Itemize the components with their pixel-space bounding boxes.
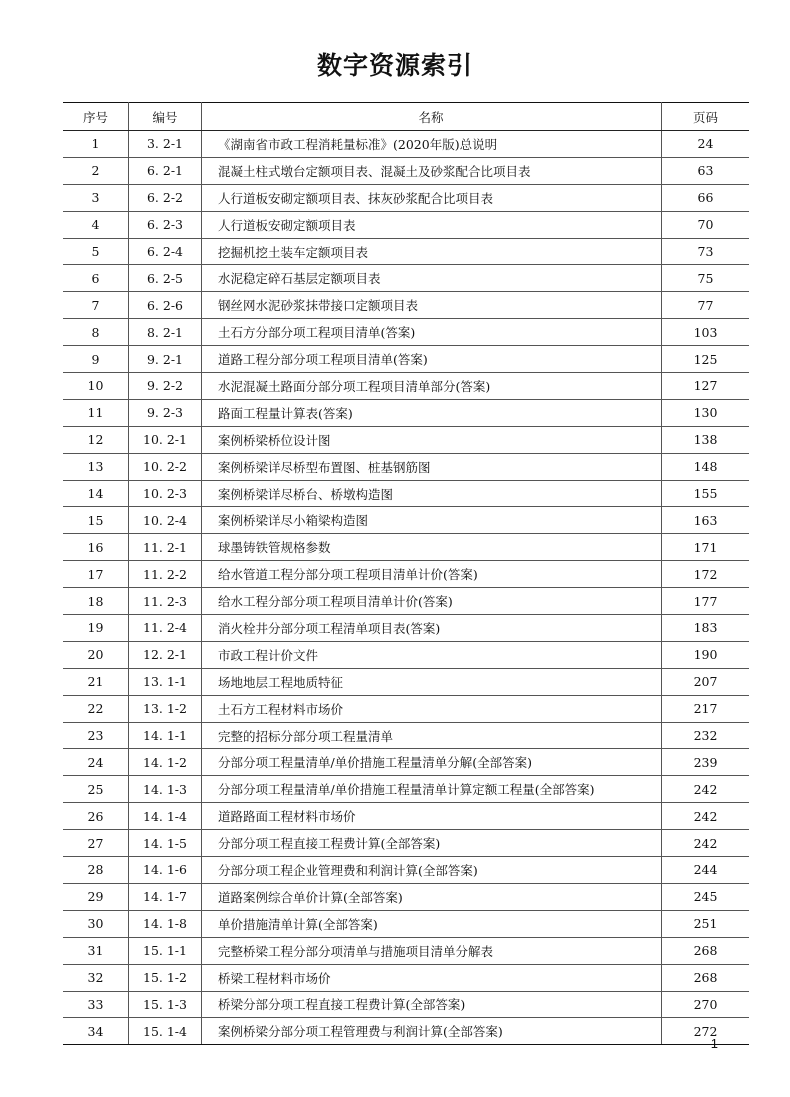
cell-seq: 19 (63, 615, 129, 642)
cell-seq: 11 (63, 399, 129, 426)
cell-code: 6. 2-4 (129, 238, 202, 265)
cell-code: 15. 1-1 (129, 937, 202, 964)
cell-seq: 12 (63, 426, 129, 453)
resource-index-table (63, 102, 749, 1045)
table-row (63, 480, 749, 507)
table-row (63, 238, 749, 265)
cell-page: 232 (662, 722, 750, 749)
cell-seq: 3 (63, 184, 129, 211)
table-row (63, 399, 749, 426)
cell-code: 11. 2-3 (129, 588, 202, 615)
cell-code: 6. 2-3 (129, 211, 202, 238)
cell-name: 球墨铸铁管规格参数 (202, 534, 662, 561)
cell-page: 125 (662, 346, 750, 373)
cell-seq: 4 (63, 211, 129, 238)
cell-seq: 13 (63, 453, 129, 480)
cell-code: 6. 2-5 (129, 265, 202, 292)
cell-page: 242 (662, 803, 750, 830)
cell-page: 242 (662, 830, 750, 857)
table-row (63, 265, 749, 292)
cell-page: 172 (662, 561, 750, 588)
cell-code: 12. 2-1 (129, 641, 202, 668)
header-name: 名称 (202, 103, 662, 131)
table-row (63, 991, 749, 1018)
cell-name: 案例桥梁桥位设计图 (202, 426, 662, 453)
page-number: 1 (710, 1036, 718, 1051)
table-row (63, 211, 749, 238)
table-row (63, 507, 749, 534)
cell-page: 66 (662, 184, 750, 211)
cell-seq: 5 (63, 238, 129, 265)
table-row (63, 453, 749, 480)
cell-name: 分部分项工程直接工程费计算(全部答案) (202, 830, 662, 857)
cell-name: 水泥稳定碎石基层定额项目表 (202, 265, 662, 292)
cell-name: 道路工程分部分项工程项目清单(答案) (202, 346, 662, 373)
table-row (63, 883, 749, 910)
table-row (63, 534, 749, 561)
cell-page: 251 (662, 910, 750, 937)
cell-seq: 24 (63, 749, 129, 776)
header-page: 页码 (662, 103, 750, 131)
table-row (63, 857, 749, 884)
cell-code: 14. 1-1 (129, 722, 202, 749)
cell-seq: 33 (63, 991, 129, 1018)
cell-name: 案例桥梁详尽小箱梁构造图 (202, 507, 662, 534)
cell-page: 73 (662, 238, 750, 265)
cell-page: 163 (662, 507, 750, 534)
table-row (63, 641, 749, 668)
cell-code: 14. 1-7 (129, 883, 202, 910)
cell-code: 14. 1-2 (129, 749, 202, 776)
cell-name: 混凝土柱式墩台定额项目表、混凝土及砂浆配合比项目表 (202, 157, 662, 184)
cell-name: 完整的招标分部分项工程量清单 (202, 722, 662, 749)
cell-seq: 30 (63, 910, 129, 937)
table-row (63, 373, 749, 400)
cell-name: 消火栓井分部分项工程清单项目表(答案) (202, 615, 662, 642)
cell-page: 207 (662, 668, 750, 695)
header-seq: 序号 (63, 103, 129, 131)
cell-code: 14. 1-6 (129, 857, 202, 884)
cell-name: 道路案例综合单价计算(全部答案) (202, 883, 662, 910)
cell-name: 水泥混凝土路面分部分项工程项目清单部分(答案) (202, 373, 662, 400)
cell-name: 给水管道工程分部分项工程项目清单计价(答案) (202, 561, 662, 588)
cell-page: 268 (662, 937, 750, 964)
cell-code: 15. 1-2 (129, 964, 202, 991)
cell-seq: 6 (63, 265, 129, 292)
table-row (63, 1018, 749, 1045)
table-row (63, 588, 749, 615)
page-title: 数字资源索引 (316, 51, 473, 80)
cell-name: 单价措施清单计算(全部答案) (202, 910, 662, 937)
cell-code: 10. 2-3 (129, 480, 202, 507)
cell-code: 11. 2-2 (129, 561, 202, 588)
cell-page: 171 (662, 534, 750, 561)
cell-code: 11. 2-4 (129, 615, 202, 642)
cell-page: 183 (662, 615, 750, 642)
cell-name: 给水工程分部分项工程项目清单计价(答案) (202, 588, 662, 615)
cell-seq: 22 (63, 695, 129, 722)
table-row (63, 776, 749, 803)
cell-seq: 26 (63, 803, 129, 830)
cell-name: 《湖南省市政工程消耗量标准》(2020年版)总说明 (202, 131, 662, 158)
table-row (63, 184, 749, 211)
table-row (63, 749, 749, 776)
cell-code: 13. 1-2 (129, 695, 202, 722)
cell-seq: 2 (63, 157, 129, 184)
cell-page: 245 (662, 883, 750, 910)
cell-code: 15. 1-3 (129, 991, 202, 1018)
cell-name: 道路路面工程材料市场价 (202, 803, 662, 830)
table-header-row (63, 103, 749, 131)
cell-seq: 23 (63, 722, 129, 749)
cell-code: 13. 1-1 (129, 668, 202, 695)
cell-seq: 7 (63, 292, 129, 319)
table-row (63, 668, 749, 695)
cell-code: 9. 2-1 (129, 346, 202, 373)
cell-code: 14. 1-8 (129, 910, 202, 937)
table-row (63, 722, 749, 749)
table-row (63, 561, 749, 588)
cell-code: 14. 1-3 (129, 776, 202, 803)
cell-name: 挖掘机挖土装车定额项目表 (202, 238, 662, 265)
cell-page: 272 (662, 1018, 750, 1045)
cell-code: 14. 1-5 (129, 830, 202, 857)
header-code: 编号 (129, 103, 202, 131)
table-row (63, 803, 749, 830)
table-row (63, 319, 749, 346)
cell-code: 9. 2-2 (129, 373, 202, 400)
cell-name: 土石方分部分项工程项目清单(答案) (202, 319, 662, 346)
cell-name: 完整桥梁工程分部分项清单与措施项目清单分解表 (202, 937, 662, 964)
table-row (63, 695, 749, 722)
cell-code: 6. 2-6 (129, 292, 202, 319)
table-row (63, 426, 749, 453)
cell-name: 路面工程量计算表(答案) (202, 399, 662, 426)
cell-seq: 10 (63, 373, 129, 400)
table-row (63, 346, 749, 373)
cell-seq: 1 (63, 131, 129, 158)
cell-code: 10. 2-1 (129, 426, 202, 453)
cell-name: 案例桥梁分部分项工程管理费与利润计算(全部答案) (202, 1018, 662, 1045)
cell-code: 14. 1-4 (129, 803, 202, 830)
cell-page: 75 (662, 265, 750, 292)
cell-code: 9. 2-3 (129, 399, 202, 426)
cell-seq: 15 (63, 507, 129, 534)
cell-page: 103 (662, 319, 750, 346)
cell-code: 3. 2-1 (129, 131, 202, 158)
table-row (63, 830, 749, 857)
cell-page: 77 (662, 292, 750, 319)
cell-seq: 21 (63, 668, 129, 695)
cell-seq: 32 (63, 964, 129, 991)
cell-seq: 20 (63, 641, 129, 668)
cell-page: 190 (662, 641, 750, 668)
cell-seq: 34 (63, 1018, 129, 1045)
table-row (63, 910, 749, 937)
table-row (63, 615, 749, 642)
cell-seq: 18 (63, 588, 129, 615)
cell-page: 148 (662, 453, 750, 480)
cell-seq: 16 (63, 534, 129, 561)
cell-name: 市政工程计价文件 (202, 641, 662, 668)
cell-code: 8. 2-1 (129, 319, 202, 346)
cell-seq: 8 (63, 319, 129, 346)
cell-page: 127 (662, 373, 750, 400)
cell-page: 63 (662, 157, 750, 184)
cell-page: 217 (662, 695, 750, 722)
cell-name: 分部分项工程量清单/单价措施工程量清单分解(全部答案) (202, 749, 662, 776)
cell-page: 242 (662, 776, 750, 803)
table-row (63, 157, 749, 184)
cell-page: 138 (662, 426, 750, 453)
cell-seq: 25 (63, 776, 129, 803)
cell-page: 244 (662, 857, 750, 884)
table-row (63, 292, 749, 319)
cell-seq: 17 (63, 561, 129, 588)
table-row (63, 131, 749, 158)
cell-seq: 29 (63, 883, 129, 910)
table-row (63, 964, 749, 991)
cell-name: 分部分项工程量清单/单价措施工程量清单计算定额工程量(全部答案) (202, 776, 662, 803)
cell-page: 239 (662, 749, 750, 776)
cell-page: 70 (662, 211, 750, 238)
cell-page: 155 (662, 480, 750, 507)
cell-name: 分部分项工程企业管理费和利润计算(全部答案) (202, 857, 662, 884)
cell-name: 案例桥梁详尽桥台、桥墩构造图 (202, 480, 662, 507)
cell-seq: 28 (63, 857, 129, 884)
cell-seq: 14 (63, 480, 129, 507)
cell-name: 案例桥梁详尽桥型布置图、桩基钢筋图 (202, 453, 662, 480)
cell-page: 130 (662, 399, 750, 426)
cell-name: 场地地层工程地质特征 (202, 668, 662, 695)
cell-page: 24 (662, 131, 750, 158)
table-row (63, 937, 749, 964)
cell-page: 270 (662, 991, 750, 1018)
cell-code: 6. 2-1 (129, 157, 202, 184)
cell-code: 15. 1-4 (129, 1018, 202, 1045)
cell-page: 268 (662, 964, 750, 991)
cell-code: 6. 2-2 (129, 184, 202, 211)
cell-seq: 9 (63, 346, 129, 373)
cell-name: 钢丝网水泥砂浆抹带接口定额项目表 (202, 292, 662, 319)
cell-page: 177 (662, 588, 750, 615)
cell-name: 桥梁工程材料市场价 (202, 964, 662, 991)
cell-code: 10. 2-4 (129, 507, 202, 534)
cell-name: 桥梁分部分项工程直接工程费计算(全部答案) (202, 991, 662, 1018)
cell-name: 土石方工程材料市场价 (202, 695, 662, 722)
cell-code: 11. 2-1 (129, 534, 202, 561)
cell-code: 10. 2-2 (129, 453, 202, 480)
cell-seq: 31 (63, 937, 129, 964)
cell-name: 人行道板安砌定额项目表、抹灰砂浆配合比项目表 (202, 184, 662, 211)
cell-name: 人行道板安砌定额项目表 (202, 211, 662, 238)
cell-seq: 27 (63, 830, 129, 857)
